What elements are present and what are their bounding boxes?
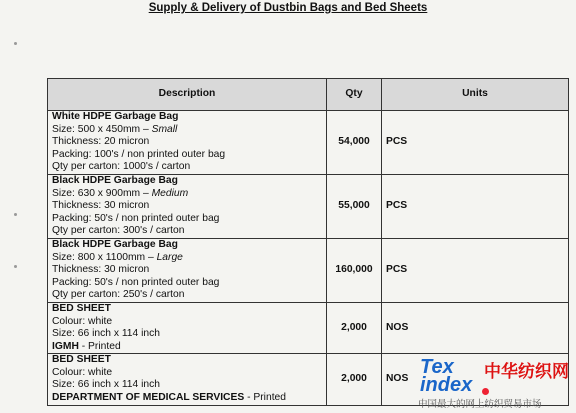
item-units: PCS bbox=[382, 238, 569, 302]
item-thickness: Thickness: 20 micron bbox=[52, 136, 150, 148]
table-header-row bbox=[48, 79, 569, 111]
item-description bbox=[48, 238, 327, 302]
item-units: NOS bbox=[382, 302, 569, 353]
watermark-brand-bottom: index bbox=[420, 374, 473, 396]
table-row bbox=[48, 302, 569, 353]
print-org: DEPARTMENT OF MEDICAL SERVICES bbox=[52, 392, 245, 404]
item-units: PCS bbox=[382, 111, 569, 175]
item-qty: 54,000 bbox=[327, 111, 382, 175]
item-qty: 160,000 bbox=[327, 238, 382, 302]
item-packing: Packing: 50's / non printed outer bag bbox=[52, 276, 220, 288]
item-units: NOS bbox=[382, 354, 569, 405]
item-carton: Qty per carton: 1000's / carton bbox=[52, 161, 191, 173]
item-packing: Packing: 100's / non printed outer bag bbox=[52, 148, 226, 160]
size-label: Small bbox=[151, 123, 178, 135]
item-name: BED SHEET bbox=[52, 302, 111, 314]
texindex-watermark bbox=[418, 356, 576, 413]
item-thickness: Thickness: 30 micron bbox=[52, 200, 150, 212]
table-row bbox=[48, 238, 569, 302]
item-colour: Colour: white bbox=[52, 315, 113, 327]
header-qty: Qty bbox=[327, 79, 382, 111]
item-size bbox=[52, 188, 322, 201]
punch-mark bbox=[14, 42, 17, 45]
item-carton: Qty per carton: 250's / carton bbox=[52, 289, 185, 301]
item-name: BED SHEET bbox=[52, 354, 111, 366]
size-text: Size: 630 x 900mm – bbox=[52, 187, 152, 199]
item-name: Black HDPE Garbage Bag bbox=[52, 238, 178, 250]
punch-mark bbox=[14, 265, 17, 268]
print-suffix: - Printed bbox=[244, 392, 287, 404]
watermark-brand-cn: 中华纺织网 bbox=[484, 362, 569, 381]
item-name: White HDPE Garbage Bag bbox=[52, 111, 179, 122]
print-suffix: - Printed bbox=[78, 340, 121, 352]
item-thickness: Thickness: 30 micron bbox=[52, 264, 150, 276]
item-qty: 2,000 bbox=[327, 302, 382, 353]
item-units: PCS bbox=[382, 174, 569, 238]
item-description bbox=[48, 354, 327, 405]
item-size: Size: 66 inch x 114 inch bbox=[52, 328, 160, 340]
print-org: IGMH bbox=[52, 340, 79, 352]
item-print bbox=[52, 341, 322, 354]
item-description bbox=[48, 111, 327, 175]
item-size bbox=[52, 252, 322, 265]
item-size bbox=[52, 124, 322, 137]
table-row bbox=[48, 174, 569, 238]
item-colour: Colour: white bbox=[52, 366, 113, 378]
item-description bbox=[48, 302, 327, 353]
size-label: Large bbox=[156, 251, 183, 263]
header-description: Description bbox=[48, 79, 327, 111]
size-label: Medium bbox=[151, 187, 189, 199]
document-title: Supply & Delivery of Dustbin Bags and Bed Sheets bbox=[148, 2, 428, 14]
item-description bbox=[48, 174, 327, 238]
size-text: Size: 800 x 1100mm – bbox=[52, 251, 157, 263]
item-qty: 2,000 bbox=[327, 354, 382, 405]
size-text: Size: 500 x 450mm – bbox=[52, 123, 152, 135]
header-units: Units bbox=[382, 79, 569, 111]
item-qty: 55,000 bbox=[327, 174, 382, 238]
table-row bbox=[48, 111, 569, 175]
punch-mark bbox=[14, 213, 17, 216]
item-print bbox=[52, 392, 322, 405]
item-packing: Packing: 50's / non printed outer bag bbox=[52, 212, 220, 224]
watermark-brand-top: Tex bbox=[420, 356, 454, 378]
item-size: Size: 66 inch x 114 inch bbox=[52, 379, 160, 391]
watermark-dot-icon bbox=[482, 388, 489, 395]
item-name: Black HDPE Garbage Bag bbox=[52, 174, 178, 186]
item-carton: Qty per carton: 300's / carton bbox=[52, 225, 185, 237]
watermark-tagline: 中国最大的网上纺织贸易市场 bbox=[418, 399, 542, 410]
